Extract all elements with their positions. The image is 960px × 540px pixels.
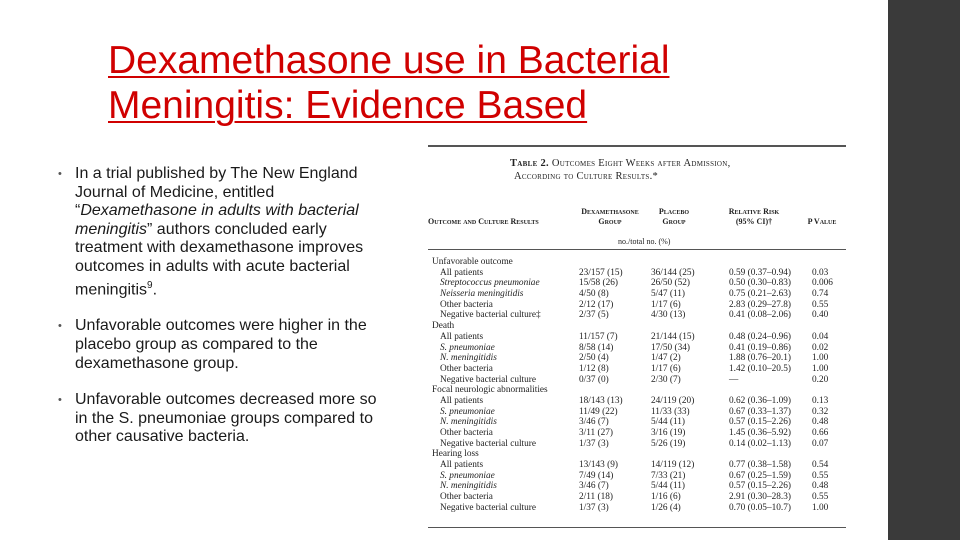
table-row — [432, 300, 844, 311]
col-header-dexamethasone — [570, 207, 650, 227]
cell-dexamethasone: 2/37 (5) — [579, 310, 609, 321]
slide-sidebar-bar — [888, 0, 960, 540]
table-row — [432, 310, 844, 321]
cell-p-value: 0.55 — [812, 492, 829, 503]
row-label: Other bacteria — [440, 428, 493, 438]
bullet-list — [58, 165, 393, 465]
table-caption-line2: According to Culture Results.* — [514, 171, 659, 182]
table-row — [432, 428, 844, 439]
cell-placebo: 4/30 (13) — [651, 310, 686, 321]
cell-p-value: 0.40 — [812, 310, 829, 321]
cell-relative-risk: 1.45 (0.36–5.92) — [729, 428, 791, 438]
col-header-rr-line1: Relative Risk — [728, 207, 780, 216]
col-header-dexa-line1: Dexamethasone — [581, 207, 639, 216]
cell-dexamethasone: 3/11 (27) — [579, 428, 613, 438]
table-group-row — [432, 449, 844, 460]
cell-dexamethasone: 1/37 (3) — [579, 438, 609, 449]
col-header-placebo-line2: Group — [662, 217, 686, 226]
table-row — [432, 332, 844, 343]
row-label: S. pneumoniae — [440, 406, 495, 417]
cell-dexamethasone: 15/58 (26) — [579, 278, 618, 289]
cell-relative-risk: 0.14 (0.02–1.13) — [729, 438, 791, 449]
row-label: Negative bacterial culture — [440, 438, 537, 449]
cell-p-value: 0.74 — [812, 289, 829, 300]
slide-title: Dexamethasone use in Bacterial Meningitis: Evidence Based — [108, 39, 670, 127]
row-label: N. meningitidis — [440, 481, 497, 492]
row-label: N. meningitidis — [440, 417, 497, 428]
cell-dexamethasone: 3/46 (7) — [579, 481, 609, 492]
cell-placebo: 7/33 (21) — [651, 470, 686, 481]
cell-relative-risk: 0.41 (0.19–0.86) — [729, 342, 791, 353]
col-header-dexa-line2: Group — [598, 217, 622, 226]
cell-relative-risk: 0.50 (0.30–0.83) — [729, 278, 791, 289]
bullet-text-pre: In a trial published by The New England Journal of Medicine, entitled “ — [75, 165, 358, 220]
bullet-dot-icon: • — [58, 168, 62, 180]
cell-p-value: 0.04 — [812, 331, 829, 342]
cell-placebo: 1/17 (6) — [651, 363, 681, 374]
table-group-row — [432, 321, 844, 332]
row-label: S. pneumoniae — [440, 470, 495, 481]
row-label: All patients — [440, 460, 484, 471]
col-header-rr-line2: (95% CI)† — [735, 217, 773, 226]
table-group-row — [432, 385, 844, 396]
table-row — [432, 471, 844, 482]
cell-dexamethasone: 13/143 (9) — [579, 460, 618, 471]
col-header-p-value: P Value — [807, 217, 837, 226]
cell-dexamethasone: 2/50 (4) — [579, 353, 609, 364]
cell-p-value: 1.00 — [812, 363, 829, 374]
table-caption-line1: Outcomes Eight Weeks after Admission, — [551, 158, 731, 169]
table-group-row — [432, 257, 844, 268]
cell-relative-risk: 1.42 (0.10–20.5) — [729, 363, 791, 374]
cell-placebo: 14/119 (12) — [651, 460, 695, 471]
table-row — [432, 481, 844, 492]
table-bottom-rule — [428, 527, 846, 528]
row-label: Other bacteria — [440, 363, 493, 374]
cell-placebo: 5/44 (11) — [651, 417, 685, 428]
cell-placebo: 24/119 (20) — [651, 395, 695, 406]
cell-p-value: 0.48 — [812, 481, 829, 492]
cell-relative-risk: 0.67 (0.33–1.37) — [729, 406, 791, 417]
row-label: Other bacteria — [440, 299, 493, 310]
cell-dexamethasone: 2/12 (17) — [579, 299, 614, 310]
row-label: Streptococcus pneumoniae — [440, 278, 540, 289]
bullet-text: Unfavorable outcomes were higher in the placebo group as compared to the dexamethasone group. — [75, 317, 367, 372]
cell-dexamethasone: 2/11 (18) — [579, 492, 613, 503]
cell-relative-risk: 0.62 (0.36–1.09) — [729, 395, 791, 406]
cell-relative-risk: 0.59 (0.37–0.94) — [729, 267, 791, 278]
table-subheader-units: no./total no. (%) — [618, 237, 671, 246]
cell-relative-risk: 0.75 (0.21–2.63) — [729, 289, 791, 300]
table-row — [432, 278, 844, 289]
table-body — [432, 257, 844, 514]
cell-placebo: 2/30 (7) — [651, 374, 681, 385]
col-header-relative-risk — [714, 207, 794, 227]
table-row — [432, 289, 844, 300]
cell-placebo: 1/26 (4) — [651, 502, 681, 513]
bullet-dot-icon: • — [58, 320, 62, 333]
bullet-text-article-title: Dexamethasone in adults with bacterial meningitis — [75, 202, 359, 238]
cell-placebo: 1/17 (6) — [651, 299, 681, 310]
cell-dexamethasone: 11/157 (7) — [579, 331, 618, 342]
col-header-outcome: Outcome and Culture Results — [428, 217, 539, 226]
cell-p-value: 0.20 — [812, 374, 829, 385]
cell-p-value: 0.48 — [812, 417, 829, 428]
table-caption — [510, 157, 731, 183]
cell-dexamethasone: 11/49 (22) — [579, 406, 618, 417]
cell-dexamethasone: 8/58 (14) — [579, 342, 614, 353]
table-row — [432, 503, 844, 514]
row-label: Focal neurologic abnormalities — [432, 385, 548, 396]
cell-relative-risk: 2.91 (0.30–28.3) — [729, 492, 791, 503]
bullet-text-post: ” authors concluded early treatment with dexamethasone improves outcomes in adults with acute bacterial meningitis — [75, 220, 364, 298]
bullet-dot-icon: • — [58, 394, 62, 407]
cell-p-value: 0.13 — [812, 395, 829, 406]
cell-dexamethasone: 1/37 (3) — [579, 502, 609, 513]
cell-p-value: 0.32 — [812, 406, 829, 417]
table-row — [432, 439, 844, 450]
cell-p-value: 0.07 — [812, 438, 829, 449]
cell-relative-risk: 0.70 (0.05–10.7) — [729, 502, 791, 513]
row-label: All patients — [440, 267, 484, 278]
cell-dexamethasone: 23/157 (15) — [579, 267, 623, 278]
table-row — [432, 407, 844, 418]
cell-placebo: 1/16 (6) — [651, 492, 681, 503]
cell-placebo: 36/144 (25) — [651, 267, 695, 278]
cell-placebo: 17/50 (34) — [651, 342, 690, 353]
table-row — [432, 460, 844, 471]
bullet-item — [58, 317, 393, 373]
bullet-text: Unfavorable outcomes decreased more so in the S. pneumoniae groups compared to other causative bacteria. — [75, 391, 377, 446]
row-label: Hearing loss — [432, 449, 479, 460]
cell-p-value: 0.006 — [812, 278, 833, 289]
row-label: Negative bacterial culture‡ — [440, 310, 541, 321]
table-row — [432, 396, 844, 407]
cell-p-value: 0.55 — [812, 470, 829, 481]
table-row — [432, 364, 844, 375]
cell-dexamethasone: 1/12 (8) — [579, 363, 609, 374]
col-header-placebo-line1: Placebo — [658, 207, 690, 216]
cell-p-value: 1.00 — [812, 502, 829, 513]
table-header-rule — [428, 249, 846, 250]
cell-p-value: 0.55 — [812, 299, 829, 310]
row-label: Death — [432, 321, 455, 332]
table-row — [432, 417, 844, 428]
cell-placebo: 21/144 (15) — [651, 331, 695, 342]
row-label: Neisseria meningitidis — [440, 289, 524, 300]
bullet-item — [58, 391, 393, 447]
bullet-text-end: . — [152, 280, 158, 298]
col-header-placebo — [646, 207, 702, 227]
cell-placebo: 5/47 (11) — [651, 289, 685, 300]
row-label: Negative bacterial culture — [440, 374, 537, 385]
cell-relative-risk: 0.67 (0.25–1.59) — [729, 470, 791, 481]
cell-dexamethasone: 7/49 (14) — [579, 470, 614, 481]
table-row — [432, 375, 844, 386]
row-label: All patients — [440, 331, 484, 342]
cell-p-value: 0.66 — [812, 428, 829, 438]
table-row — [432, 268, 844, 279]
cell-relative-risk: 0.57 (0.15–2.26) — [729, 481, 791, 492]
cell-p-value: 0.54 — [812, 460, 829, 471]
table-top-rule — [428, 145, 846, 147]
row-label: All patients — [440, 395, 484, 406]
row-label: Other bacteria — [440, 492, 493, 503]
cell-relative-risk: 0.48 (0.24–0.96) — [729, 331, 791, 342]
table-caption-label: Table 2. — [510, 158, 549, 169]
cell-p-value: 0.03 — [812, 267, 829, 278]
table-row — [432, 353, 844, 364]
outcomes-table-image — [428, 145, 846, 528]
cell-p-value: 1.00 — [812, 353, 829, 364]
cell-relative-risk: 0.57 (0.15–2.26) — [729, 417, 791, 428]
cell-placebo: 3/16 (19) — [651, 428, 686, 438]
cell-placebo: 5/26 (19) — [651, 438, 686, 449]
cell-placebo: 26/50 (52) — [651, 278, 690, 289]
cell-relative-risk: 1.88 (0.76–20.1) — [729, 353, 791, 364]
bullet-item — [58, 165, 393, 299]
cell-placebo: 1/47 (2) — [651, 353, 681, 364]
cell-dexamethasone: 18/143 (13) — [579, 395, 623, 406]
citation-superscript: 9 — [147, 279, 153, 291]
cell-dexamethasone: 4/50 (8) — [579, 289, 609, 300]
cell-p-value: 0.02 — [812, 342, 829, 353]
row-label: N. meningitidis — [440, 353, 497, 364]
cell-relative-risk: — — [729, 374, 739, 385]
cell-relative-risk: 0.41 (0.08–2.06) — [729, 310, 791, 321]
cell-dexamethasone: 3/46 (7) — [579, 417, 609, 428]
row-label: S. pneumoniae — [440, 342, 495, 353]
table-row — [432, 343, 844, 354]
cell-dexamethasone: 0/37 (0) — [579, 374, 609, 385]
table-row — [432, 492, 844, 503]
cell-placebo: 11/33 (33) — [651, 406, 690, 417]
cell-relative-risk: 2.83 (0.29–27.8) — [729, 299, 791, 310]
row-label: Negative bacterial culture — [440, 502, 537, 513]
cell-relative-risk: 0.77 (0.38–1.58) — [729, 460, 791, 471]
cell-placebo: 5/44 (11) — [651, 481, 685, 492]
row-label: Unfavorable outcome — [432, 257, 513, 267]
